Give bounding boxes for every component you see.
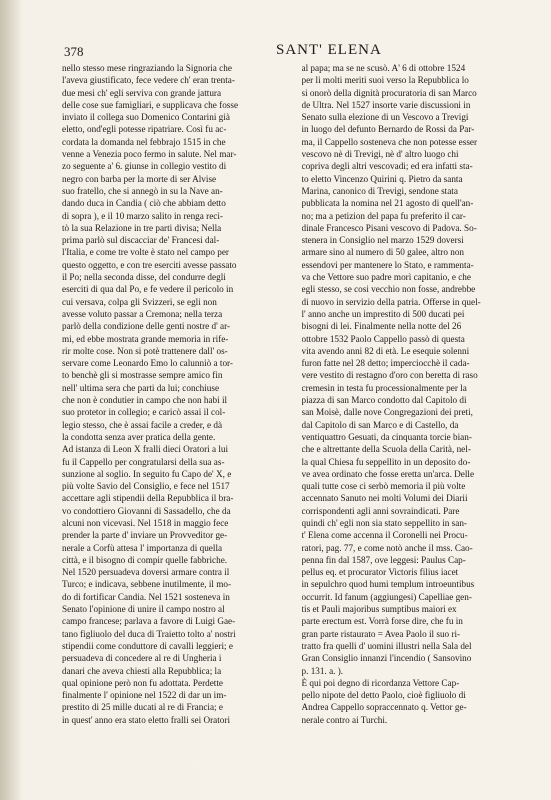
- text-line: nell' ultima sera che parti da lui; conchiuse: [62, 382, 220, 393]
- text-line: il Po; nella seconda disse, del condurre degli: [62, 272, 226, 283]
- text-line: bisogni di lei. Finalmente nella notte del 26: [301, 321, 462, 332]
- text-line: prima parlò sul discacciar de' Francesi dal-: [62, 235, 220, 246]
- text-line: quali tutte cose ci serbò memoria il più volte: [301, 481, 466, 492]
- text-line: de Ultra. Nel 1527 insorte varie discussioni in: [301, 99, 471, 110]
- binding-shadow: [0, 0, 22, 800]
- text-line: tò la sua Relazione in tre parti divisa; Nella: [62, 222, 222, 233]
- text-line: legio stesso, che è assai facile a creder, e dà: [62, 419, 223, 430]
- text-line: armare sino al numero di 50 galee, altro non: [301, 247, 465, 258]
- text-line: san Moisè, dalle nove Congregazioni dei preti,: [301, 407, 473, 418]
- text-line: Andrea Cappello sopraccennato q. Vettor ge-: [301, 702, 467, 713]
- text-line: cui versava, colpa gli Svizzeri, se egli non: [62, 296, 217, 307]
- text-line: p. 131. a. ).: [301, 665, 344, 676]
- text-line: pubblicata la nomina nel 21 agosto di quell'an-: [301, 198, 474, 209]
- text-line: suo fratello, che si annegò in su la Nave an-: [62, 185, 223, 196]
- text-line: dando duca in Candia ( ciò che abbiam detto: [62, 198, 226, 209]
- text-line: to eletto Vincenzo Quirini q. Pietro da santa: [301, 173, 463, 184]
- text-line: avesse voluto passar a Cremona; nella terza: [62, 308, 223, 319]
- text-line: due mesi ch' egli serviva con grande jattura: [62, 87, 222, 98]
- text-line: inviato il collega suo Domenico Contarini già: [62, 112, 230, 123]
- text-line: coprivа degli altri vescovadi; ed era infatti sta-: [301, 161, 473, 172]
- text-line: l'aveva giustificato, fece vedere ch' eran trenta-: [62, 75, 235, 86]
- text-line: no; ma a petizion del papa fu preferito il car-: [301, 210, 466, 221]
- text-line: furon fatte nel 28 detto; imperciocchè il cada-: [301, 358, 470, 369]
- text-line: do di fortificar Candia. Nel 1521 sosteneva in: [62, 591, 230, 602]
- text-line: cremesin in testa fu processionalmente per la: [301, 382, 467, 393]
- text-line: dinale Francesco Pisani vescovo di Padova. So-: [301, 222, 477, 233]
- text-line: vita avendo anni 82 di età. Le esequie solenni: [301, 345, 470, 356]
- text-line: negro con barba per la morte di ser Alvise: [62, 173, 217, 184]
- text-line: egli stesso, se cosi vecchio non fosse, andrebbe: [301, 284, 476, 295]
- text-line: Senato sulla elezione di un Vescovo a Trevigi: [301, 112, 469, 123]
- text-line: di nuovo in servizio della patria. Offerse in quel-: [301, 296, 481, 307]
- text-line: più volte Savio del Consiglio, e fece nel 1517: [62, 481, 230, 492]
- text-line: penna fin dal 1587, ove leggesi: Paulus Cap-: [301, 554, 466, 565]
- text-line: stipendii come conduttore di cavalli leggieri; e: [62, 640, 233, 651]
- text-line: l'Italia, e come tre volte è stato nel campo per: [62, 247, 229, 258]
- text-line: vescovo nè di Trevigi, nè d' altro luogo chi: [301, 149, 459, 160]
- text-line: accettare agli stipendii della Repubblica il bra-: [62, 493, 234, 504]
- text-line: l' anno anche un imprestito di 500 ducati pei: [301, 308, 465, 319]
- text-line: delle cose sue famigliari, e supplicava che fosse: [62, 99, 239, 110]
- text-line: nello stesso mese ringraziando la Signoria che: [62, 63, 232, 73]
- text-line: È qui poi degno di ricordanza Vettore Cap-: [301, 677, 460, 688]
- text-line: ratori, pag. 77, e come notò anche il mss. Cao-: [301, 542, 473, 553]
- text-line: la qual Chiesa fu seppellito in un deposito do-: [301, 456, 471, 467]
- text-line: t' Elena come accenna il Coronelli nei Procu-: [301, 530, 468, 541]
- text-line: eserciti di qua dal Po, e fe vedere il pericolo in: [62, 284, 234, 295]
- text-line: che e altrettante della Scuola della Carità, nel-: [301, 444, 471, 455]
- text-line: ve avea ordinato che fosse eretta un'arca. Delle: [301, 468, 475, 479]
- text-line: parte erectum est. Vorrà forse dire, che fu in: [301, 616, 463, 627]
- text-line: tano figliuolo del duca di Traietto tolto a' nostri: [62, 628, 236, 639]
- text-line: to benchè gli si mostrasse sempre amico fin: [62, 370, 223, 381]
- text-line: Senato l'opinione di unire il campo nostro al: [62, 604, 225, 615]
- text-line: prestito di 25 mille ducati al re di Francia; e: [62, 702, 223, 713]
- text-line: occurrit. Id fanum (aggiungesi) Capelliae gen-: [301, 591, 472, 602]
- text-line: Nel 1520 persuadeva doversi armare contra il: [62, 567, 230, 578]
- text-line: in luogo del defunto Bernardo de Rossi da Par-: [301, 124, 475, 135]
- text-line: rir molte cose. Non si potè trattenere dall' os-: [62, 345, 228, 356]
- text-line: Gran Consiglio innanzi l'incendio ( Sansovino: [301, 653, 472, 664]
- text-line: nerale a Corfù attesa l' importanza di quella: [62, 542, 223, 553]
- text-line: ma, il Cappello sosteneva che non potesse esser: [301, 136, 478, 147]
- text-line: campo francese; parlava a favore di Luigi Gae-: [62, 616, 236, 627]
- text-line: al papa; ma se ne scusò. A' 6 di ottobre 1524: [301, 63, 466, 73]
- page-header: [58, 44, 531, 62]
- text-line: zo seguente a' 6. giunse in collegio vestito di: [62, 161, 227, 172]
- running-head: SANT' ELENA: [276, 42, 382, 58]
- text-line: persuadeva di concedere al re di Ungheria i: [62, 653, 222, 664]
- text-line: pellus eq. et procurator Victoris filius iacet: [301, 567, 459, 578]
- text-line: fu il Cappello per congratularsi della sua as-: [62, 456, 225, 467]
- text-line: nerale contro ai Turchi.: [301, 714, 388, 725]
- text-line: si onorò della dignità procuratoria di san Marco: [301, 87, 477, 98]
- text-line: in sepulchro quod humi templum introeuntibus: [301, 579, 475, 590]
- text-line: piazza di san Marco condotto dal Capitolo di: [301, 395, 467, 406]
- text-line: per li molti meriti suoi verso la Repubblica lo: [301, 75, 469, 86]
- text-line: eletto, ond'egli potesse ripatriare. Così fu ac-: [62, 124, 227, 135]
- text-line: cordata la domanda nel febbrajo 1515 in che: [62, 136, 226, 147]
- text-line: in quest' anno era stato eletto fralli sei Oratori: [62, 714, 230, 725]
- text-line: alcuni non vicevasi. Nel 1518 in maggio fece: [62, 517, 229, 528]
- text-line: finalmente l' opinione nel 1522 di dar un im-: [62, 690, 227, 701]
- text-line: ottobre 1532 Paolo Cappello passò di questa: [301, 333, 465, 344]
- page-number: 378: [64, 44, 84, 59]
- text-line: suo protetor in collegio; e caricò assai il col-: [62, 407, 226, 418]
- text-line: corrispondenti agli anni sovraindicati. Pare: [301, 505, 460, 516]
- left-column: [62, 62, 294, 726]
- text-line: città, e il bisogno di compir quelle fabbriche.: [62, 554, 228, 565]
- text-line: questo oggetto, e con tre eserciti avesse passato: [62, 259, 237, 270]
- text-line: mi, ed ebbe mostrata grande memoria in rife-: [62, 333, 229, 344]
- text-line: di sopra ), e il 10 marzo salito in renga recì-: [62, 210, 223, 221]
- text-line: Marina, canonico di Trevigi, sendone stata: [301, 185, 458, 196]
- text-line: gran parte ristaurato = Avea Paolo il suo ri-: [301, 628, 461, 639]
- text-line: parlò della condizione delle genti nostre d' ar-: [62, 321, 231, 332]
- text-line: va che Vettore suo padre morì capitanio, e che: [301, 272, 471, 283]
- text-line: Turco; e indicava, sebbene inutilmente, il mo-: [62, 579, 232, 590]
- text-line: quindi ch' egli non sia stato seppellito in san-: [301, 517, 467, 528]
- text-line: sunzione al soglio. In seguito fu Capo de' X, e: [62, 468, 232, 479]
- text-line: vo condottiero Giovanni di Sassadello, che da: [62, 505, 231, 516]
- text-line: tratto fra quelli d' uomini illustri nella Sala del: [301, 640, 472, 651]
- text-line: Ad istanza di Leon X fralli dieci Oratori a lui: [62, 444, 229, 455]
- text-line: che non è condutier in campo che non habi il: [62, 395, 228, 406]
- text-line: danari che aveva chiesti alla Repubblica; la: [62, 665, 222, 676]
- text-line: vere vestito di restagno d'oro con beretta di raso: [301, 370, 478, 381]
- text-line: la condotta senza aver pratica della gente.: [62, 431, 216, 442]
- text-line: prender la parte d' inviare un Provveditor ge-: [62, 530, 228, 541]
- right-column: [302, 62, 534, 726]
- text-line: ventiquattro Gesuati, da cinquanta torcie bian-: [301, 431, 472, 442]
- text-line: dal Capitolo di san Marco e di Castello, da: [301, 419, 459, 430]
- text-line: pello nipote del detto Paolo, cioè figliuolo di: [301, 690, 466, 701]
- text-line: servare come Leonardo Emo lo calunniò a tor-: [62, 358, 233, 369]
- text-line: stenera in Consiglio nel marzo 1529 doversi: [301, 235, 464, 246]
- text-line: qual opinione però non fu adottata. Perdette: [62, 677, 223, 688]
- text-line: tis et Pauli majoribus sumptibus maiori ex: [301, 604, 457, 615]
- text-line: venne a Venezia poco fermo in salute. Nel mar-: [62, 149, 237, 160]
- text-line: essendovi per mantenere lo Stato, e rammenta-: [301, 259, 474, 270]
- text-columns: [62, 62, 533, 726]
- text-line: accennato Sanuto nei molti Volumi dei Diarii: [301, 493, 468, 504]
